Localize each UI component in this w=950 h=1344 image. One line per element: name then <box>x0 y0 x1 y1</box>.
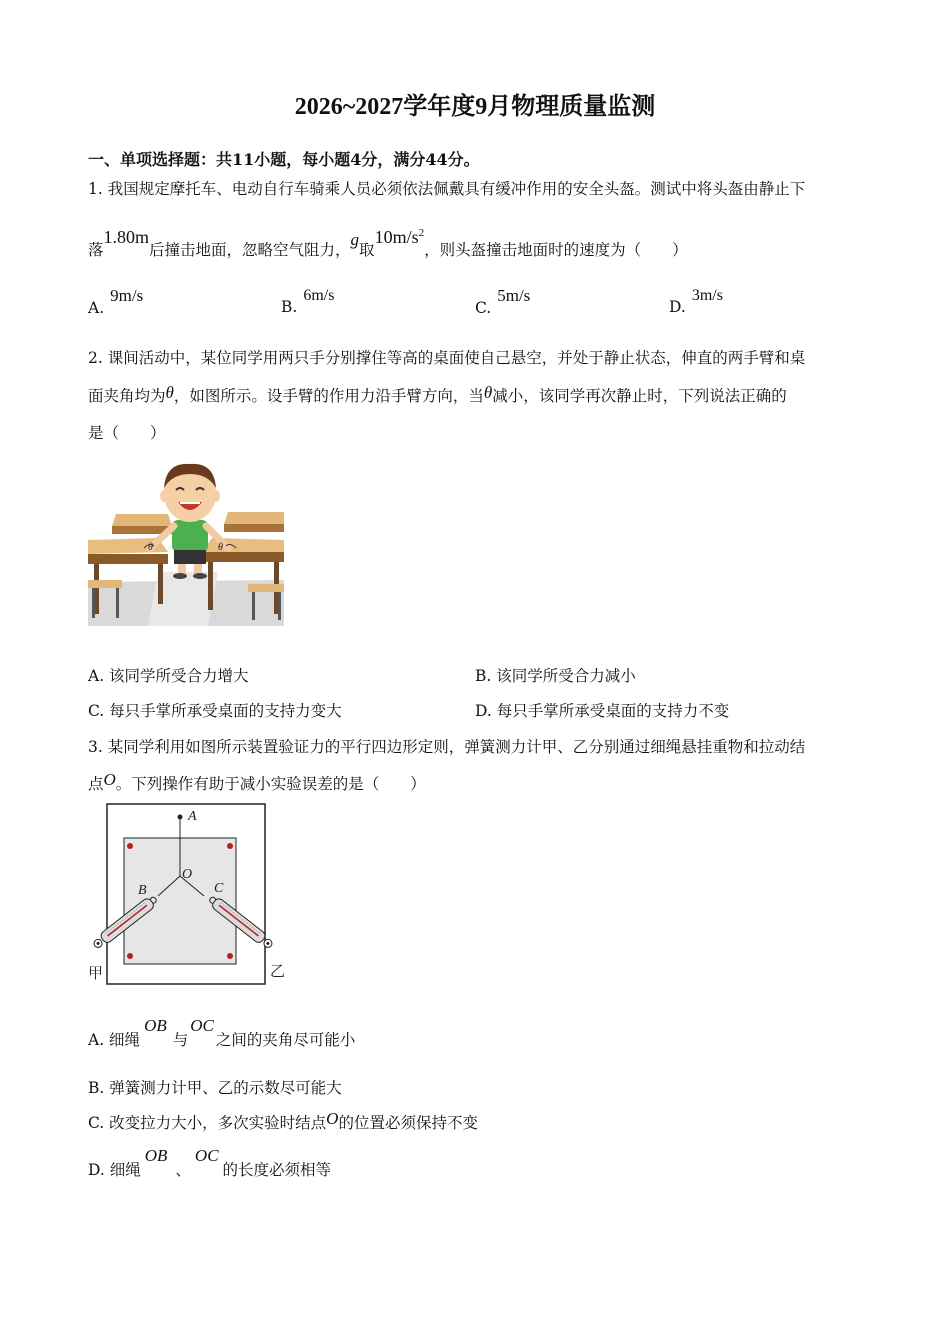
q2-stem-line2 <box>88 384 787 406</box>
q3-figure-label-a: A <box>188 809 197 824</box>
q1-text-take: 取 <box>359 241 375 259</box>
q1-option-b[interactable] <box>281 287 335 317</box>
q2-theta-1: θ <box>165 383 174 402</box>
q1-stem-line1: 1. 我国规定摩托车、电动自行车骑乘人员必须依法佩戴具有缓冲作用的安全头盔。测试中将头盔由静止下 <box>88 180 806 198</box>
q1-g-exponent: 2 <box>418 227 425 239</box>
q3-option-c-o: O <box>326 1109 339 1128</box>
q3-stem-line1: 3. 某同学利用如图所示装置验证力的平行四边形定则，弹簧测力计甲、乙分别通过细绳悬挂重物和拉动结 <box>88 738 806 756</box>
q3-option-d-text-1: D. 细绳 <box>88 1161 141 1179</box>
q3-stem-line2 <box>88 772 426 794</box>
q1-option-a-value: 9m/s <box>110 286 144 305</box>
q3-option-d[interactable] <box>88 1146 332 1180</box>
q1-g-value <box>375 227 425 247</box>
q2-option-a[interactable]: A. 该同学所受合力增大 <box>88 667 249 685</box>
q1-option-c-value: 5m/s <box>497 286 531 305</box>
q2-stem-line3: 是（ ） <box>88 424 166 442</box>
q2-option-d[interactable]: D. 每只手掌所承受桌面的支持力不变 <box>475 702 730 720</box>
q1-g-value-base: 10m/s <box>374 227 419 247</box>
q1-option-b-letter: B. <box>281 298 298 316</box>
q2-text-assume: ，如图所示。设手臂的作用力沿手臂方向，当 <box>173 387 484 405</box>
q3-option-c-text-1: C. 改变拉力大小，多次实验时结点 <box>88 1114 327 1132</box>
q3-option-d-text-2: 、 <box>175 1161 191 1179</box>
q3-figure-label-c: C <box>214 881 224 896</box>
page-title: 2026~2027学年度9月物理质量监测 <box>294 94 656 120</box>
q1-option-c-letter: C. <box>475 299 492 317</box>
q1-option-c[interactable] <box>475 286 531 318</box>
q2-stem-line1: 2. 课间活动中，某位同学用两只手分别撑住等高的桌面使自己悬空，并处于静止状态，伸直的两手臂和桌 <box>88 349 806 367</box>
q3-option-d-text-3: 的长度必须相等 <box>222 1161 332 1179</box>
q3-option-c-text-2: 的位置必须保持不变 <box>338 1114 478 1132</box>
q1-option-d[interactable] <box>669 287 723 317</box>
q3-option-a-oc: OC <box>190 1016 214 1035</box>
q1-text-after: 后撞击地面，忽略空气阻力， <box>149 241 351 259</box>
q2-option-b[interactable]: B. 该同学所受合力减小 <box>475 667 636 685</box>
q3-option-d-oc: OC <box>194 1146 219 1165</box>
q3-figure-label-o: O <box>182 867 193 882</box>
q3-option-a-text-1: A. 细绳 <box>88 1031 141 1049</box>
q1-text-fall: 落 <box>88 241 104 259</box>
q1-height: 1.80m <box>103 227 150 247</box>
q3-option-a-text-3: 之间的夹角尽可能小 <box>215 1031 356 1049</box>
q3-text-question: 。下列操作有助于减小实验误差的是（ ） <box>115 775 426 793</box>
q3-option-a-text-2: 与 <box>172 1031 189 1049</box>
q3-option-a[interactable] <box>88 1016 356 1050</box>
q3-text-point: 点 <box>88 775 104 793</box>
q2-figure-theta-right: θ <box>218 542 223 553</box>
q2-theta-2: θ <box>483 383 493 402</box>
q2-figure-theta-left: θ <box>148 542 153 553</box>
q1-option-d-letter: D. <box>669 298 686 316</box>
q1-g-symbol: g <box>350 230 360 249</box>
q2-text-decrease: 减小，该同学再次静止时，下列说法正确的 <box>492 387 787 405</box>
q1-option-a-letter: A. <box>88 299 105 317</box>
q3-figure-force-apparatus <box>88 800 288 986</box>
q1-option-a[interactable] <box>88 286 144 318</box>
q1-option-d-value: 3m/s <box>691 287 723 304</box>
q2-option-c[interactable]: C. 每只手掌所承受桌面的支持力变大 <box>88 702 342 720</box>
q2-text-angle: 面夹角均为 <box>88 387 166 405</box>
q2-figure-student-desks <box>88 462 284 626</box>
section-heading: 一、单项选择题：共11小题，每小题4分，满分44分。 <box>88 150 480 169</box>
q3-figure-label-b: B <box>138 883 147 898</box>
q3-option-c[interactable] <box>88 1111 478 1133</box>
q3-option-b[interactable]: B. 弹簧测力计甲、乙的示数尽可能大 <box>88 1079 342 1097</box>
q3-figure-label-yi: 乙 <box>270 964 286 980</box>
q1-text-question: ，则头盔撞击地面时的速度为（ ） <box>424 241 688 259</box>
q3-figure-label-jia: 甲 <box>88 966 104 982</box>
q3-option-a-ob: OB <box>144 1016 167 1035</box>
q1-option-b-value: 6m/s <box>303 287 335 304</box>
q3-option-d-ob: OB <box>144 1146 168 1165</box>
q3-point-o: O <box>103 770 116 789</box>
q1-stem-line2 <box>88 227 688 260</box>
